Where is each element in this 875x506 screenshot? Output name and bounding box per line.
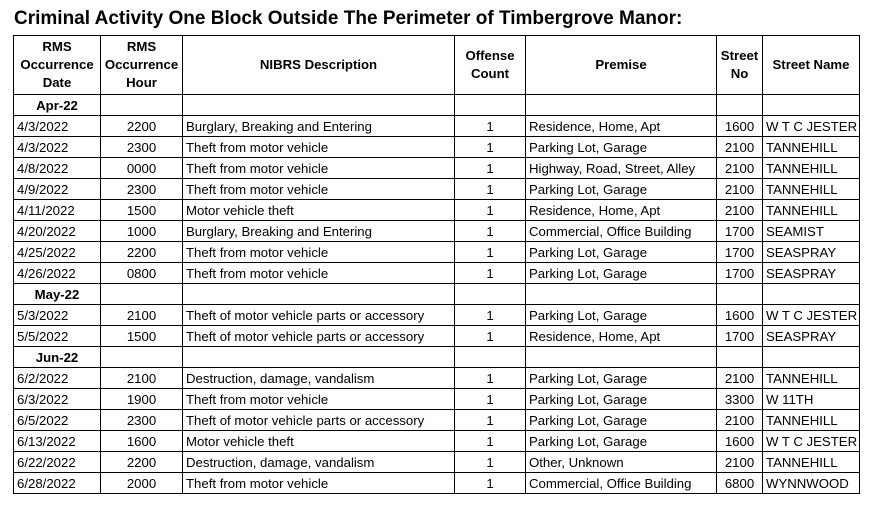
cell-hour: 2100 (101, 305, 183, 326)
header-hour (101, 36, 183, 95)
cell-street-no: 2100 (717, 158, 763, 179)
month-row-empty-cell (183, 95, 455, 116)
cell-hour: 2300 (101, 137, 183, 158)
header-date-line-1: RMS (42, 39, 72, 54)
cell-description: Theft from motor vehicle (183, 137, 455, 158)
table-row (14, 326, 860, 347)
cell-description: Theft of motor vehicle parts or accessory (183, 410, 455, 431)
cell-street-no: 2100 (717, 410, 763, 431)
month-row-empty-cell (526, 284, 717, 305)
month-row-empty-cell (455, 347, 526, 368)
crime-table (13, 35, 860, 494)
cell-street-name: TANNEHILL (763, 368, 860, 389)
header-hour-line-1: RMS (126, 39, 157, 54)
month-row-empty-cell (455, 284, 526, 305)
cell-hour: 1000 (101, 221, 183, 242)
month-row-empty-cell (526, 95, 717, 116)
cell-hour: 2300 (101, 410, 183, 431)
cell-street-name: TANNEHILL (763, 158, 860, 179)
cell-date: 6/5/2022 (14, 410, 101, 431)
cell-street-no: 6800 (717, 473, 763, 494)
month-label: Apr-22 (14, 95, 101, 116)
cell-hour: 2300 (101, 179, 183, 200)
cell-hour: 2100 (101, 368, 183, 389)
cell-street-no: 1700 (717, 221, 763, 242)
cell-date: 4/25/2022 (14, 242, 101, 263)
cell-street-name: W T C JESTER (763, 431, 860, 452)
cell-description: Motor vehicle theft (183, 431, 455, 452)
header-count-line-2: Count (470, 66, 510, 81)
table-row (14, 305, 860, 326)
cell-premise: Parking Lot, Garage (526, 242, 717, 263)
cell-count: 1 (455, 200, 526, 221)
cell-count: 1 (455, 221, 526, 242)
cell-premise: Residence, Home, Apt (526, 200, 717, 221)
table-row (14, 431, 860, 452)
cell-count: 1 (455, 116, 526, 137)
month-row-empty-cell (763, 95, 860, 116)
cell-street-no: 1600 (717, 116, 763, 137)
cell-hour: 2200 (101, 242, 183, 263)
cell-street-name: TANNEHILL (763, 200, 860, 221)
cell-premise: Parking Lot, Garage (526, 179, 717, 200)
cell-premise: Residence, Home, Apt (526, 116, 717, 137)
cell-count: 1 (455, 368, 526, 389)
cell-premise: Highway, Road, Street, Alley (526, 158, 717, 179)
cell-description: Theft from motor vehicle (183, 179, 455, 200)
cell-description: Theft from motor vehicle (183, 473, 455, 494)
table-row (14, 368, 860, 389)
cell-street-no: 2100 (717, 452, 763, 473)
cell-street-name: TANNEHILL (763, 410, 860, 431)
cell-date: 6/28/2022 (14, 473, 101, 494)
cell-date: 5/3/2022 (14, 305, 101, 326)
cell-street-no: 2100 (717, 179, 763, 200)
cell-date: 6/2/2022 (14, 368, 101, 389)
cell-street-name: SEASPRAY (763, 242, 860, 263)
month-label: May-22 (14, 284, 101, 305)
page-title: Criminal Activity One Block Outside The Perimeter of Timbergrove Manor: (14, 8, 683, 29)
cell-description: Theft of motor vehicle parts or accessory (183, 305, 455, 326)
month-row-empty-cell (763, 347, 860, 368)
header-premise: Premise (526, 36, 717, 95)
cell-count: 1 (455, 452, 526, 473)
cell-premise: Parking Lot, Garage (526, 431, 717, 452)
cell-count: 1 (455, 389, 526, 410)
cell-street-no: 1600 (717, 431, 763, 452)
cell-street-no: 1700 (717, 326, 763, 347)
cell-premise: Commercial, Office Building (526, 473, 717, 494)
cell-premise: Parking Lot, Garage (526, 305, 717, 326)
header-count (455, 36, 526, 95)
cell-premise: Commercial, Office Building (526, 221, 717, 242)
cell-count: 1 (455, 158, 526, 179)
cell-description: Theft from motor vehicle (183, 242, 455, 263)
cell-date: 4/20/2022 (14, 221, 101, 242)
cell-description: Destruction, damage, vandalism (183, 368, 455, 389)
table-row (14, 200, 860, 221)
cell-premise: Other, Unknown (526, 452, 717, 473)
month-row-empty-cell (763, 284, 860, 305)
table-row (14, 263, 860, 284)
month-row-empty-cell (526, 347, 717, 368)
cell-hour: 1500 (101, 326, 183, 347)
table-row (14, 452, 860, 473)
cell-description: Theft from motor vehicle (183, 263, 455, 284)
table-row (14, 473, 860, 494)
cell-description: Destruction, damage, vandalism (183, 452, 455, 473)
cell-street-name: SEASPRAY (763, 326, 860, 347)
cell-premise: Parking Lot, Garage (526, 410, 717, 431)
table-row (14, 410, 860, 431)
cell-street-name: W T C JESTER (763, 305, 860, 326)
cell-description: Burglary, Breaking and Entering (183, 221, 455, 242)
month-row-empty-cell (717, 347, 763, 368)
month-row (14, 347, 860, 368)
header-street-no-line-1: Street (720, 48, 759, 63)
header-hour-line-2: Occurrence (104, 57, 179, 72)
cell-count: 1 (455, 242, 526, 263)
table-row (14, 137, 860, 158)
cell-street-name: SEAMIST (763, 221, 860, 242)
cell-count: 1 (455, 179, 526, 200)
cell-street-name: SEASPRAY (763, 263, 860, 284)
table-header (14, 36, 860, 95)
cell-date: 6/22/2022 (14, 452, 101, 473)
cell-street-name: W 11TH (763, 389, 860, 410)
header-description: NIBRS Description (183, 36, 455, 95)
cell-hour: 2000 (101, 473, 183, 494)
cell-hour: 0000 (101, 158, 183, 179)
cell-street-no: 1700 (717, 242, 763, 263)
cell-street-name: TANNEHILL (763, 179, 860, 200)
cell-premise: Parking Lot, Garage (526, 368, 717, 389)
header-street-no-line-2: No (730, 66, 749, 81)
cell-date: 4/3/2022 (14, 116, 101, 137)
table-row (14, 179, 860, 200)
cell-count: 1 (455, 410, 526, 431)
cell-premise: Parking Lot, Garage (526, 263, 717, 284)
cell-description: Theft from motor vehicle (183, 158, 455, 179)
month-row-empty-cell (717, 95, 763, 116)
month-row-empty-cell (717, 284, 763, 305)
cell-street-no: 1700 (717, 263, 763, 284)
table-row (14, 389, 860, 410)
cell-date: 4/26/2022 (14, 263, 101, 284)
table-row (14, 158, 860, 179)
cell-count: 1 (455, 263, 526, 284)
header-street-no (717, 36, 763, 95)
month-row (14, 95, 860, 116)
cell-street-name: WYNNWOOD (763, 473, 860, 494)
month-label: Jun-22 (14, 347, 101, 368)
header-date-line-3: Date (42, 75, 72, 90)
cell-count: 1 (455, 305, 526, 326)
cell-date: 4/3/2022 (14, 137, 101, 158)
month-row-empty-cell (183, 284, 455, 305)
cell-description: Burglary, Breaking and Entering (183, 116, 455, 137)
header-date (14, 36, 101, 95)
cell-date: 6/3/2022 (14, 389, 101, 410)
cell-premise: Parking Lot, Garage (526, 137, 717, 158)
header-street-name: Street Name (763, 36, 860, 95)
cell-hour: 1900 (101, 389, 183, 410)
cell-description: Theft of motor vehicle parts or accessory (183, 326, 455, 347)
month-row-empty-cell (101, 284, 183, 305)
cell-street-no: 2100 (717, 200, 763, 221)
cell-count: 1 (455, 137, 526, 158)
cell-premise: Parking Lot, Garage (526, 389, 717, 410)
month-row-empty-cell (183, 347, 455, 368)
header-date-line-2: Occurrence (20, 57, 94, 72)
header-count-line-1: Offense (465, 48, 515, 63)
cell-hour: 0800 (101, 263, 183, 284)
cell-hour: 1500 (101, 200, 183, 221)
month-row-empty-cell (455, 95, 526, 116)
cell-street-name: TANNEHILL (763, 452, 860, 473)
table-body (14, 95, 860, 494)
cell-street-no: 2100 (717, 368, 763, 389)
cell-hour: 2200 (101, 452, 183, 473)
cell-date: 6/13/2022 (14, 431, 101, 452)
cell-date: 4/11/2022 (14, 200, 101, 221)
cell-date: 4/8/2022 (14, 158, 101, 179)
cell-count: 1 (455, 326, 526, 347)
table-row (14, 221, 860, 242)
cell-description: Motor vehicle theft (183, 200, 455, 221)
cell-hour: 1600 (101, 431, 183, 452)
cell-count: 1 (455, 473, 526, 494)
cell-date: 4/9/2022 (14, 179, 101, 200)
table-row (14, 116, 860, 137)
header-hour-line-3: Hour (126, 75, 157, 90)
cell-street-name: TANNEHILL (763, 137, 860, 158)
month-row (14, 284, 860, 305)
cell-date: 5/5/2022 (14, 326, 101, 347)
cell-premise: Residence, Home, Apt (526, 326, 717, 347)
cell-street-no: 2100 (717, 137, 763, 158)
cell-description: Theft from motor vehicle (183, 389, 455, 410)
month-row-empty-cell (101, 347, 183, 368)
cell-street-no: 1600 (717, 305, 763, 326)
cell-hour: 2200 (101, 116, 183, 137)
cell-street-no: 3300 (717, 389, 763, 410)
month-row-empty-cell (101, 95, 183, 116)
cell-street-name: W T C JESTER (763, 116, 860, 137)
table-row (14, 242, 860, 263)
cell-count: 1 (455, 431, 526, 452)
